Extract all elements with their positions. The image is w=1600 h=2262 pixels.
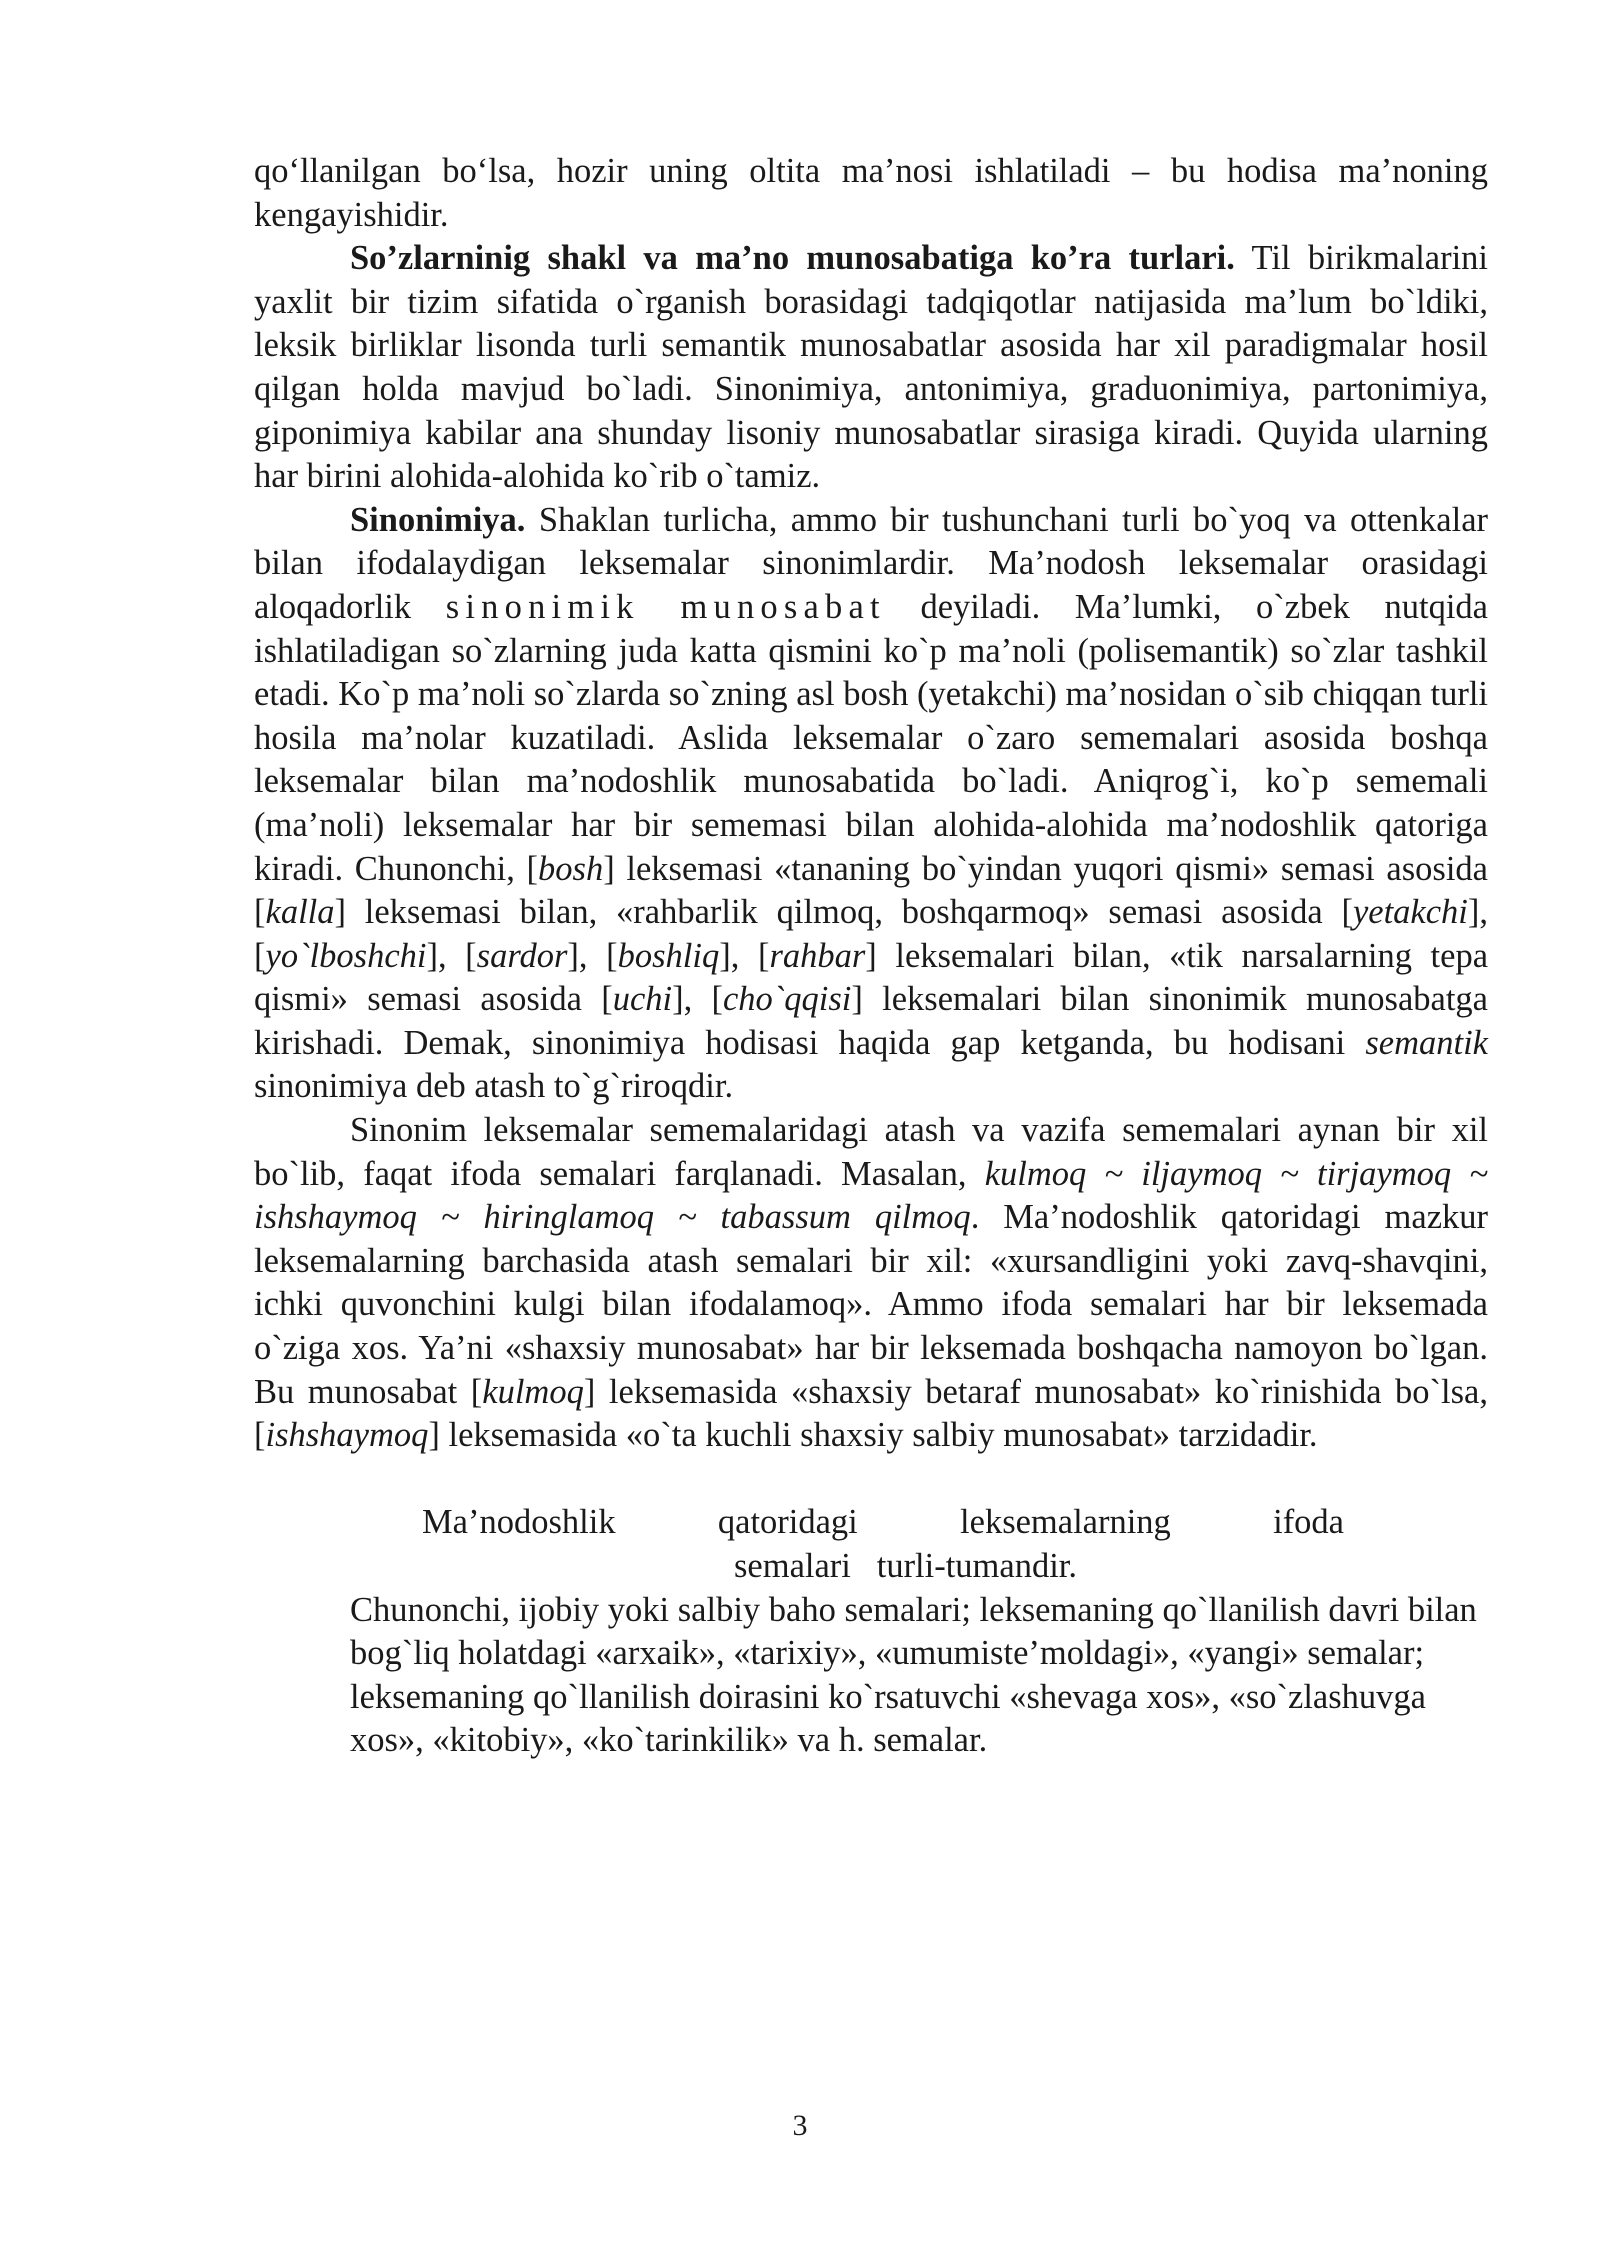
centered-statement-line2: semalari turli-tumandir. xyxy=(734,1547,1077,1585)
word: qatoridagi xyxy=(717,1503,858,1542)
blank-line xyxy=(254,1458,1488,1502)
text-run: ] leksemasida «shaxsiy betaraf munosabat» ko`rinishida bo`lsa, [ xyxy=(254,1372,1488,1455)
italic-term: semantik xyxy=(1365,1023,1488,1062)
word: leksemalarning xyxy=(960,1503,1171,1542)
italic-term: bosh xyxy=(538,849,604,888)
section-heading-synonymy: Sinonimiya. xyxy=(350,500,526,539)
centered-statement xyxy=(422,1501,1422,1588)
text-run: ] leksemasida «o`ta kuchli shaxsiy salbiy munosabat» tarzidadir. xyxy=(428,1416,1318,1455)
italic-term: yo`lboshchi xyxy=(265,936,427,975)
centered-statement-line1 xyxy=(422,1501,1344,1545)
paragraph-synonym-lexemes xyxy=(254,1109,1488,1458)
text-run: ] leksemasi bilan, «rahbarlik qilmoq, boshqarmoq» semasi asosida [ xyxy=(334,893,1353,932)
text-run: ] leksemalari bilan sinonimik munosabatga kirishadi. Demak, sinonimiya hodisasi haqida gap ketganda, bu hodisani xyxy=(254,980,1488,1062)
word: ifoda xyxy=(1273,1503,1344,1542)
text-run: ], [ xyxy=(254,893,1488,975)
italic-term: rahbar xyxy=(769,936,866,975)
list-line-1: Chunonchi, ijobiy yoki salbiy baho semalari; leksemaning qo`llanilish davri bilan xyxy=(350,1590,1477,1629)
page-number: 3 xyxy=(792,2109,808,2142)
italic-term: kalla xyxy=(265,893,335,932)
list-line-2: bog`liq holatdagi «arxaik», «tarixiy», «umumiste’moldagi», «yangi» semalar; xyxy=(350,1634,1425,1673)
text-run: Sinonim leksemalar sememalaridagi atash va vazifa sememalari aynan bir xil bo`lib, faqat ifoda semalari farqlanadi. Masalan, xyxy=(254,1111,1488,1193)
paragraph-word-types-text: Til birikmalarini yaxlit bir tizim sifatida o`rganish borasidagi tadqiqotlar natijasida ma’lum bo`ldiki, leksik birliklar lisonda turli semantik munosabatlar asosida har xil paradigmalar hosil qilgan holda mavjud bo`ladi. Sinonimiya, antonimiya, graduonimiya, partonimiya, giponimiya kabilar ana shunday lisoniy munosabatlar sirasiga kiradi. Quyida ularning har birini alohida-alohida ko`rib o`tamiz. xyxy=(254,239,1488,496)
paragraph-intro xyxy=(254,150,1488,237)
list-line-4: xos», «kitobiy», «ko`tarinkilik» va h. semalar. xyxy=(350,1721,988,1760)
text-run: sinonimiya deb atash to`g`riroqdir. xyxy=(254,1067,734,1106)
italic-term: kulmoq ~ iljaymoq ~ tirjaymoq ~ ishshaymoq ~ hiringlamoq ~ tabassum qilmoq xyxy=(254,1154,1488,1237)
text-run: ], [ xyxy=(567,936,618,975)
text-run: deyiladi. Ma’lumki, o`zbek nutqida ishlatiladigan so`zlarning juda katta qismini ko`p ma’noli (polisemantik) so`zlar tashkil etadi. Ko`p ma’noli so`zlarda so`zning asl bosh (yetakchi) ma’nosidan o`sib chiqqan turli hosila ma’nolar kuzatiladi. Aslida leksemalar o`zaro sememalari asosida boshqa leksemalar bilan ma’nodoshlik munosabatida bo`ladi. Aniqrog`i, ko`p sememali (ma’noli) leksemalar har bir sememasi bilan alohida-alohida ma’nodoshlik qatoriga kiradi. Chunonchi, [ xyxy=(254,587,1488,888)
italic-term: boshliq xyxy=(617,936,720,975)
paragraph-intro-text: qo‘llanilgan bo‘lsa, hozir uning oltita ma’nosi ishlatiladi – bu hodisa ma’noning kengayishidir. xyxy=(254,152,1488,234)
document-page xyxy=(254,150,1488,1763)
paragraph-synonymy xyxy=(254,499,1488,1109)
italic-term: ishshaymoq xyxy=(265,1416,429,1455)
text-run: ] leksemasi «tananing bo`yindan yuqori qismi» semasi asosida [ xyxy=(254,849,1488,932)
italic-term: yetakchi xyxy=(1352,893,1468,932)
text-run: ] leksemalari bilan, «tik narsalarning tepa qismi» semasi asosida [ xyxy=(254,936,1489,1019)
text-run: ], [ xyxy=(426,936,477,975)
italic-term: kulmoq xyxy=(482,1372,584,1411)
text-run: . Ma’nodoshlik qatoridagi mazkur leksemalarning barchasida atash semalari bir xil: «xursandligini yoki zavq-shavqini, ichki quvonchini kulgi bilan ifodalamoq». Ammo ifoda semalari har bir leksemada o`ziga xos. Ya’ni «shaxsiy munosabat» har bir leksemada boshqacha namoyon bo`lgan. Bu munosabat [ xyxy=(254,1198,1488,1411)
section-heading-word-types: So’zlarninig shakl va ma’no munosabatiga ko’ra turlari. xyxy=(350,239,1235,278)
text-run: Shaklan turlicha, ammo bir tushunchani turli bo`yoq va ottenkalar bilan ifodalaydigan leksemalar sinonimlardir. Ma’nodosh leksemalar orasidagi aloqadorlik xyxy=(254,500,1488,626)
paragraph-word-types xyxy=(254,237,1488,499)
italic-term: uchi xyxy=(612,980,673,1019)
text-run: ], [ xyxy=(719,936,770,975)
text-run: ], [ xyxy=(672,980,723,1019)
list-line-3: leksemaning qo`llanilish doirasini ko`rsatuvchi «shevaga xos», «so`zlashuvga xyxy=(350,1677,1426,1716)
word: Ma’nodoshlik xyxy=(422,1503,616,1542)
italic-term: sardor xyxy=(476,936,568,975)
spaced-term: sinonimik munosabat xyxy=(445,587,886,626)
italic-term: cho`qqisi xyxy=(722,980,852,1019)
